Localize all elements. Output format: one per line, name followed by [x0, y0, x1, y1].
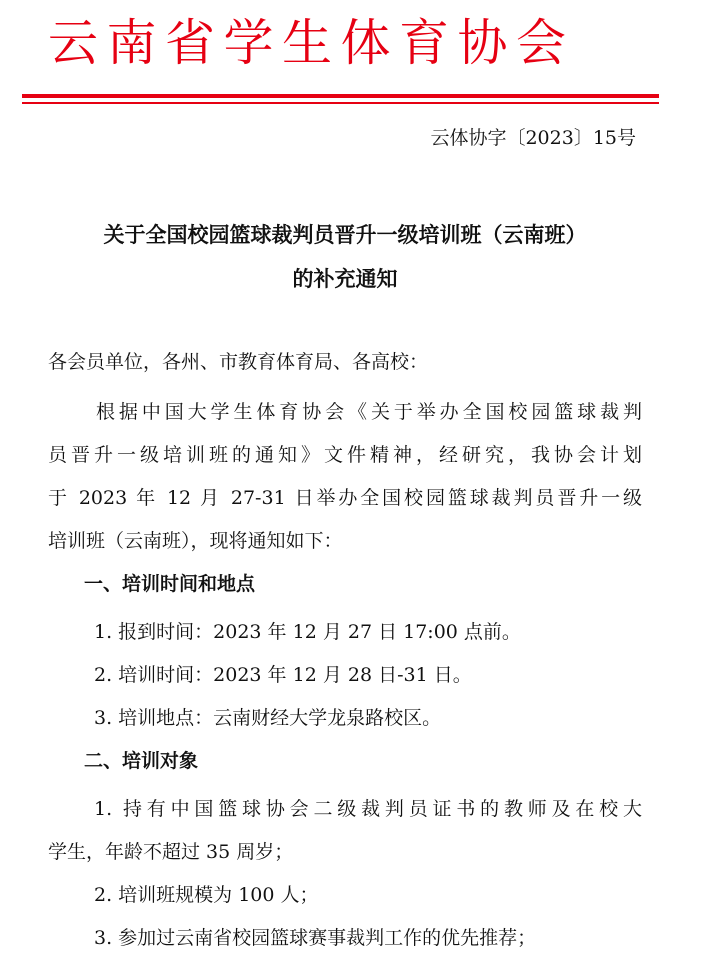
list-item: 1. 持有中国篮球协会二级裁判员证书的教师及在校大	[94, 798, 642, 820]
document-number: 云体协字〔2023〕15号	[430, 127, 636, 149]
paragraph-line: 培训班（云南班），现将通知如下：	[48, 530, 343, 552]
list-item: 2. 培训班规模为 100 人；	[94, 884, 319, 906]
list-item: 1. 报到时间：2023 年 12 月 27 日 17:00 点前。	[94, 621, 521, 643]
letterhead-org-name: 云南省学生体育协会	[48, 14, 575, 72]
paragraph-line: 于 2023 年 12 月 27-31 日举办全国校园篮球裁判员晋升一级	[48, 487, 642, 509]
paragraph-line: 根据中国大学生体育协会《关于举办全国校园篮球裁判	[96, 401, 642, 423]
list-item: 2. 培训时间：2023 年 12 月 28 日-31 日。	[94, 664, 472, 686]
letterhead-thin-rule	[22, 102, 659, 104]
document-title-line-1: 关于全国校园篮球裁判员晋升一级培训班（云南班）	[103, 223, 587, 247]
section-heading-2: 二、培训对象	[84, 750, 199, 772]
salutation: 各会员单位，各州、市教育体育局、各高校：	[48, 351, 429, 373]
section-heading-1: 一、培训时间和地点	[84, 573, 256, 595]
letterhead-thick-rule	[22, 94, 659, 98]
paragraph-line: 员晋升一级培训班的通知》文件精神，经研究，我协会计划	[48, 444, 642, 466]
list-item: 3. 培训地点：云南财经大学龙泉路校区。	[94, 707, 442, 729]
document-title-line-2: 的补充通知	[292, 267, 398, 291]
list-item-continuation: 学生，年龄不超过 35 周岁；	[48, 841, 294, 863]
list-item: 3. 参加过云南省校园篮球赛事裁判工作的优先推荐；	[94, 927, 537, 949]
